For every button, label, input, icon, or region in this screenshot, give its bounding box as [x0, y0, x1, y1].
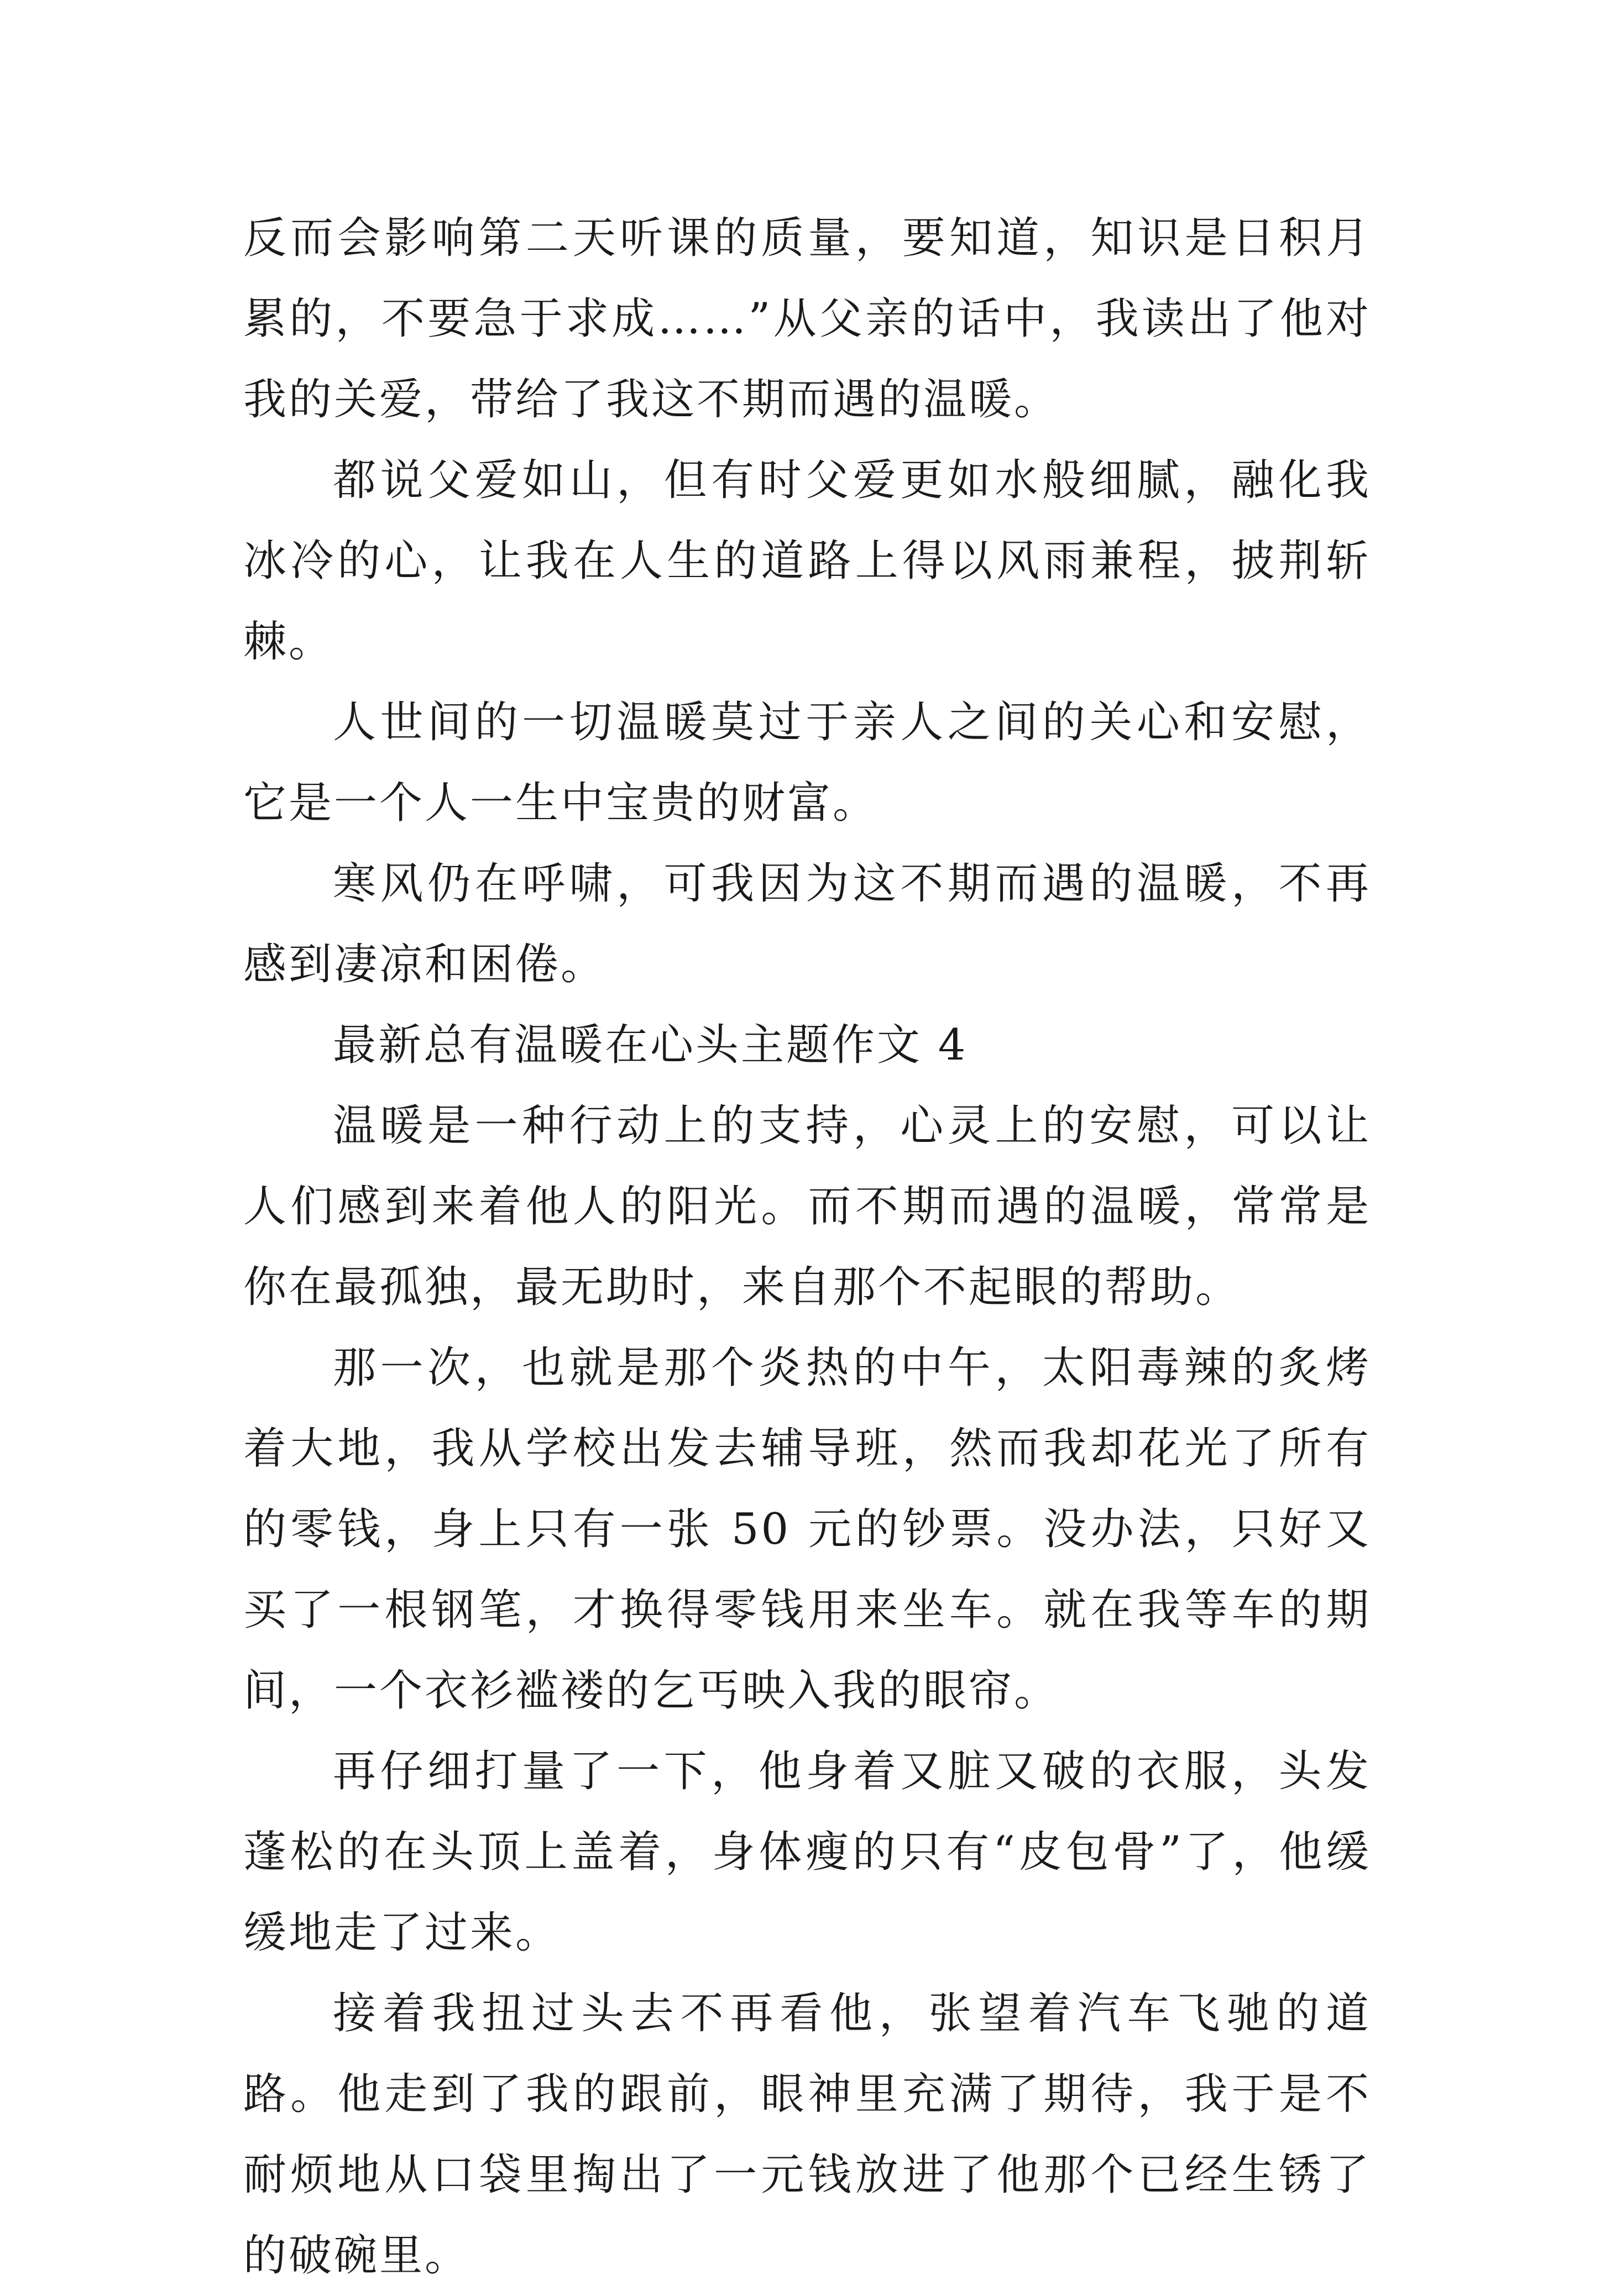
paragraph: 温暖是一种行动上的支持，心灵上的安慰，可以让人们感到来着他人的阳光。而不期而遇的温暖，常常是你在最孤独，最无助时，来自那个不起眼的帮助。: [243, 1101, 1371, 1312]
section-heading: 最新总有温暖在心头主题作文 4: [333, 1020, 968, 1070]
paragraph: 都说父爱如山，但有时父爱更如水般细腻，融化我冰冷的心，让我在人生的道路上得以风雨兼程，披荆斩棘。: [243, 455, 1371, 667]
paragraph: 寒风仍在呼啸，可我因为这不期而遇的温暖，不再感到凄凉和困倦。: [243, 859, 1371, 989]
paragraph: 接着我扭过头去不再看他，张望着汽车飞驰的道路。他走到了我的跟前，眼神里充满了期待，我于是不耐烦地从口袋里掏出了一元钱放进了他那个已经生锈了的破碗里。: [243, 1989, 1371, 2281]
paragraph: 人世间的一切温暖莫过于亲人之间的关心和安慰，它是一个人一生中宝贵的财富。: [243, 698, 1371, 828]
document-body: [243, 198, 1371, 2296]
paragraph: 那一次，也就是那个炎热的中午，太阳毒辣的炙烤着大地，我从学校出发去辅导班，然而我却花光了所有的零钱，身上只有一张 50 元的钞票。没办法，只好又买了一根钢笔，才换得零钱用来坐车。就在我等车的期间，一个衣衫褴褛的乞丐映入我的眼帘。: [243, 1343, 1371, 1716]
paragraph-continuation: 反而会影响第二天听课的质量，要知道，知识是日积月累的，不要急于求成……”从父亲的话中，我读出了他对我的关爱，带给了我这不期而遇的温暖。: [243, 213, 1371, 424]
paragraph: 再仔细打量了一下，他身着又脏又破的衣服，头发蓬松的在头顶上盖着，身体瘦的只有“皮包骨”了，他缓缓地走了过来。: [243, 1747, 1371, 1958]
